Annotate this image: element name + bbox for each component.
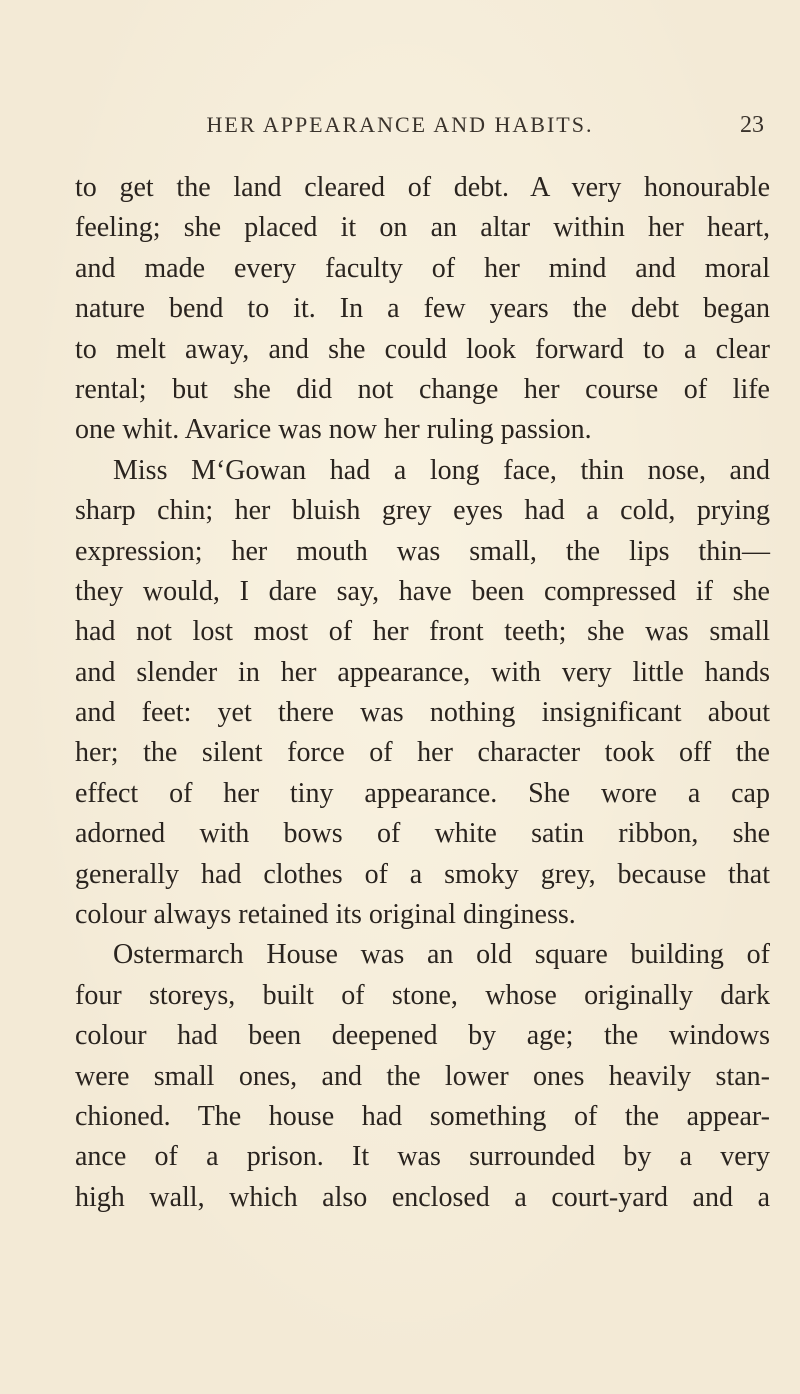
text-line: they would, I dare say, have been compressed if she [75, 575, 770, 607]
running-title: HER APPEARANCE AND HABITS. [206, 112, 594, 137]
page-number: 23 [740, 112, 764, 138]
text-line: sharp chin; her bluish grey eyes had a cold, prying [75, 495, 770, 527]
running-head [0, 112, 800, 142]
text-line: ance of a prison. It was surrounded by a very [75, 1141, 770, 1173]
text-line: were small ones, and the lower ones heavily stan- [75, 1060, 770, 1092]
text-line: adorned with bows of white satin ribbon, she [75, 818, 770, 850]
text-line: to melt away, and she could look forward to a clear [75, 333, 770, 365]
text-line: rental; but she did not change her course of life [75, 373, 770, 405]
text-line: feeling; she placed it on an altar within her heart, [75, 212, 770, 244]
text-line: four storeys, built of stone, whose originally dark [75, 979, 770, 1011]
text-line: nature bend to it. In a few years the debt began [75, 293, 770, 325]
text-line: colour had been deepened by age; the windows [75, 1020, 770, 1052]
body-text [75, 168, 770, 1218]
text-line: one whit. Avarice was now her ruling passion. [75, 414, 592, 446]
text-line: chioned. The house had something of the appear- [75, 1100, 770, 1132]
text-line: and made every faculty of her mind and moral [75, 252, 770, 284]
text-line: her; the silent force of her character took off the [75, 737, 770, 769]
text-line: colour always retained its original dinginess. [75, 899, 576, 931]
text-line: effect of her tiny appearance. She wore a cap [75, 777, 770, 809]
text-line: and feet: yet there was nothing insignificant about [75, 697, 770, 729]
text-line: had not lost most of her front teeth; she was small [75, 616, 770, 648]
text-line: high wall, which also enclosed a court-yard and a [75, 1181, 770, 1213]
text-line: and slender in her appearance, with very little hands [75, 656, 770, 688]
text-line: to get the land cleared of debt. A very honourable [75, 172, 770, 203]
paragraph-start-line: Miss M‘Gowan had a long face, thin nose, and [113, 454, 770, 486]
text-line: generally had clothes of a smoky grey, because that [75, 858, 770, 890]
paragraph-start-line: Ostermarch House was an old square building of [113, 939, 770, 971]
text-line: expression; her mouth was small, the lips thin— [75, 535, 770, 567]
